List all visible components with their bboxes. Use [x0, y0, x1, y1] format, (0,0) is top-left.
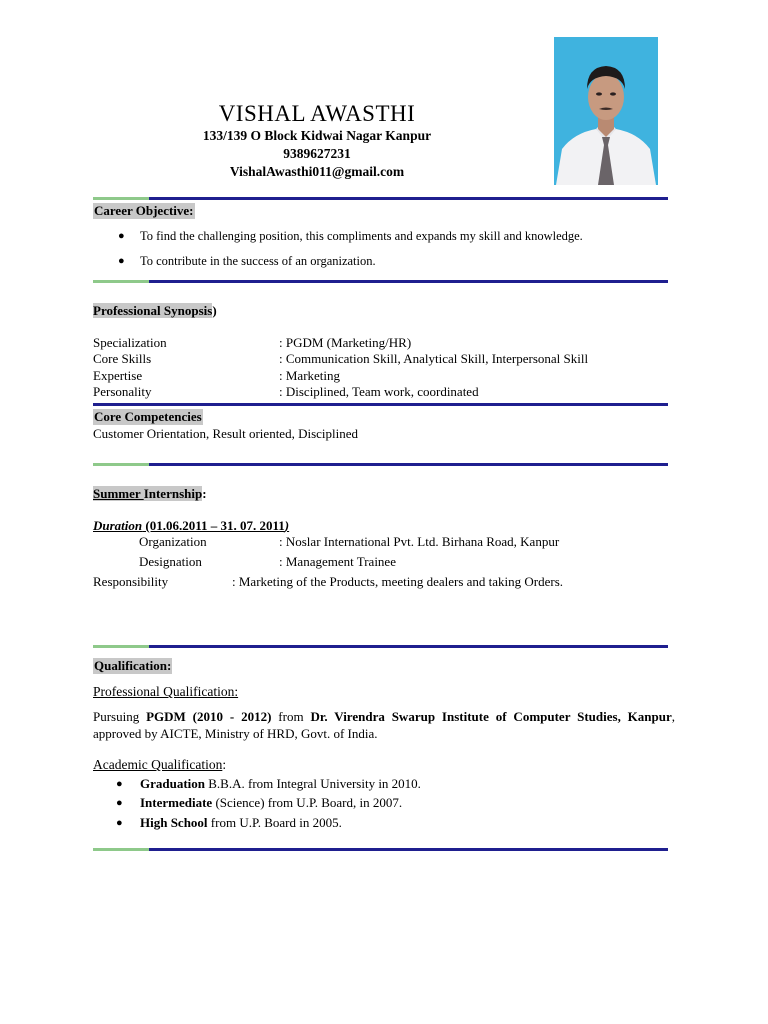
professional-qualification-text	[93, 708, 675, 742]
internship-duration	[93, 518, 289, 534]
section-divider	[93, 848, 668, 851]
prof-institute: Dr. Virendra Swarup Institute of Computer Studies, Kanpur	[310, 709, 672, 724]
synopsis-label: Specialization	[93, 335, 167, 350]
bullet-icon: ●	[118, 255, 125, 267]
synopsis-title-suffix: )	[212, 303, 217, 318]
internship-responsibility-value: : Marketing of the Products, meeting dealers and taking Orders.	[232, 574, 564, 589]
synopsis-label: Personality	[93, 384, 152, 399]
internship-title: Internship	[143, 486, 203, 501]
prof-text: Pursuing	[93, 709, 147, 724]
synopsis-label: Core Skills	[93, 351, 152, 366]
duration-label: Duration	[93, 518, 143, 533]
academic-item-level: High School	[140, 815, 208, 830]
internship-org-value: : Noslar International Pvt. Ltd. Birhana Road, Kanpur	[279, 534, 560, 549]
internship-title-colon: :	[202, 486, 207, 501]
academic-item-level: Graduation	[140, 776, 206, 791]
professional-qualification-title: Professional Qualification:	[93, 684, 239, 699]
academic-qualification-heading	[93, 757, 226, 773]
academic-qualification-colon: :	[222, 757, 227, 772]
internship-designation-value: : Management Trainee	[279, 554, 396, 569]
synopsis-value: : Marketing	[279, 368, 341, 383]
academic-item-level: Intermediate	[140, 795, 213, 810]
synopsis-value: : Communication Skill, Analytical Skill, Interpersonal Skill	[279, 351, 589, 366]
academic-item-text: B.B.A. from Integral University in 2010.	[205, 776, 421, 791]
bullet-icon: ●	[118, 230, 125, 242]
academic-qualification-title: Academic Qualification	[93, 757, 223, 772]
person-photo-icon	[554, 37, 658, 185]
career-objective-title: Career Objective:	[94, 203, 194, 218]
internship-title-summer: Summer	[93, 486, 144, 501]
address: 133/139 O Block Kidwai Nagar Kanpur	[202, 128, 432, 143]
synopsis-label: Expertise	[93, 368, 143, 383]
prof-degree: PGDM (2010 - 2012)	[146, 709, 272, 724]
profile-photo	[554, 37, 658, 185]
internship-heading	[93, 486, 207, 502]
phone: 9389627231	[283, 146, 351, 161]
career-objective-item: To contribute in the success of an organization.	[140, 254, 376, 268]
academic-item-text: (Science) from U.P. Board, in 2007.	[212, 795, 403, 810]
bullet-icon: ●	[116, 797, 123, 809]
candidate-name: VISHAL AWASTHI	[218, 101, 416, 126]
section-divider	[93, 645, 668, 648]
internship-designation-label: Designation	[139, 554, 202, 569]
email: VishalAwasthi011@gmail.com	[229, 164, 405, 179]
synopsis-value: : PGDM (Marketing/HR)	[279, 335, 412, 350]
section-divider	[93, 403, 668, 406]
academic-item-text: from U.P. Board in 2005.	[207, 815, 342, 830]
synopsis-value: : Disciplined, Team work, coordinated	[279, 384, 479, 399]
academic-item	[140, 815, 342, 831]
academic-item	[140, 795, 402, 811]
section-divider	[93, 197, 668, 200]
section-divider	[93, 280, 668, 283]
duration-value: (01.06.2011 – 31. 07. 2011	[142, 518, 285, 533]
bullet-icon: ●	[116, 817, 123, 829]
section-divider	[93, 463, 668, 466]
synopsis-title: Professional Synopsis	[93, 303, 213, 318]
internship-responsibility-label: Responsibility	[93, 574, 169, 589]
career-objective-item: To find the challenging position, this compliments and expands my skill and knowledge.	[140, 229, 583, 243]
qualification-title: Qualification:	[94, 658, 172, 673]
academic-item	[140, 776, 421, 792]
prof-text: from	[271, 709, 311, 724]
internship-org-label: Organization	[139, 534, 207, 549]
core-competencies-text: Customer Orientation, Result oriented, Disciplined	[93, 426, 359, 441]
prof-text: , approved by AICTE, Ministry of HRD, Govt. of India.	[93, 709, 676, 741]
synopsis-heading	[93, 303, 217, 319]
core-competencies-title: Core Competencies	[94, 409, 202, 424]
bullet-icon: ●	[116, 778, 123, 790]
duration-close: )	[284, 518, 290, 533]
